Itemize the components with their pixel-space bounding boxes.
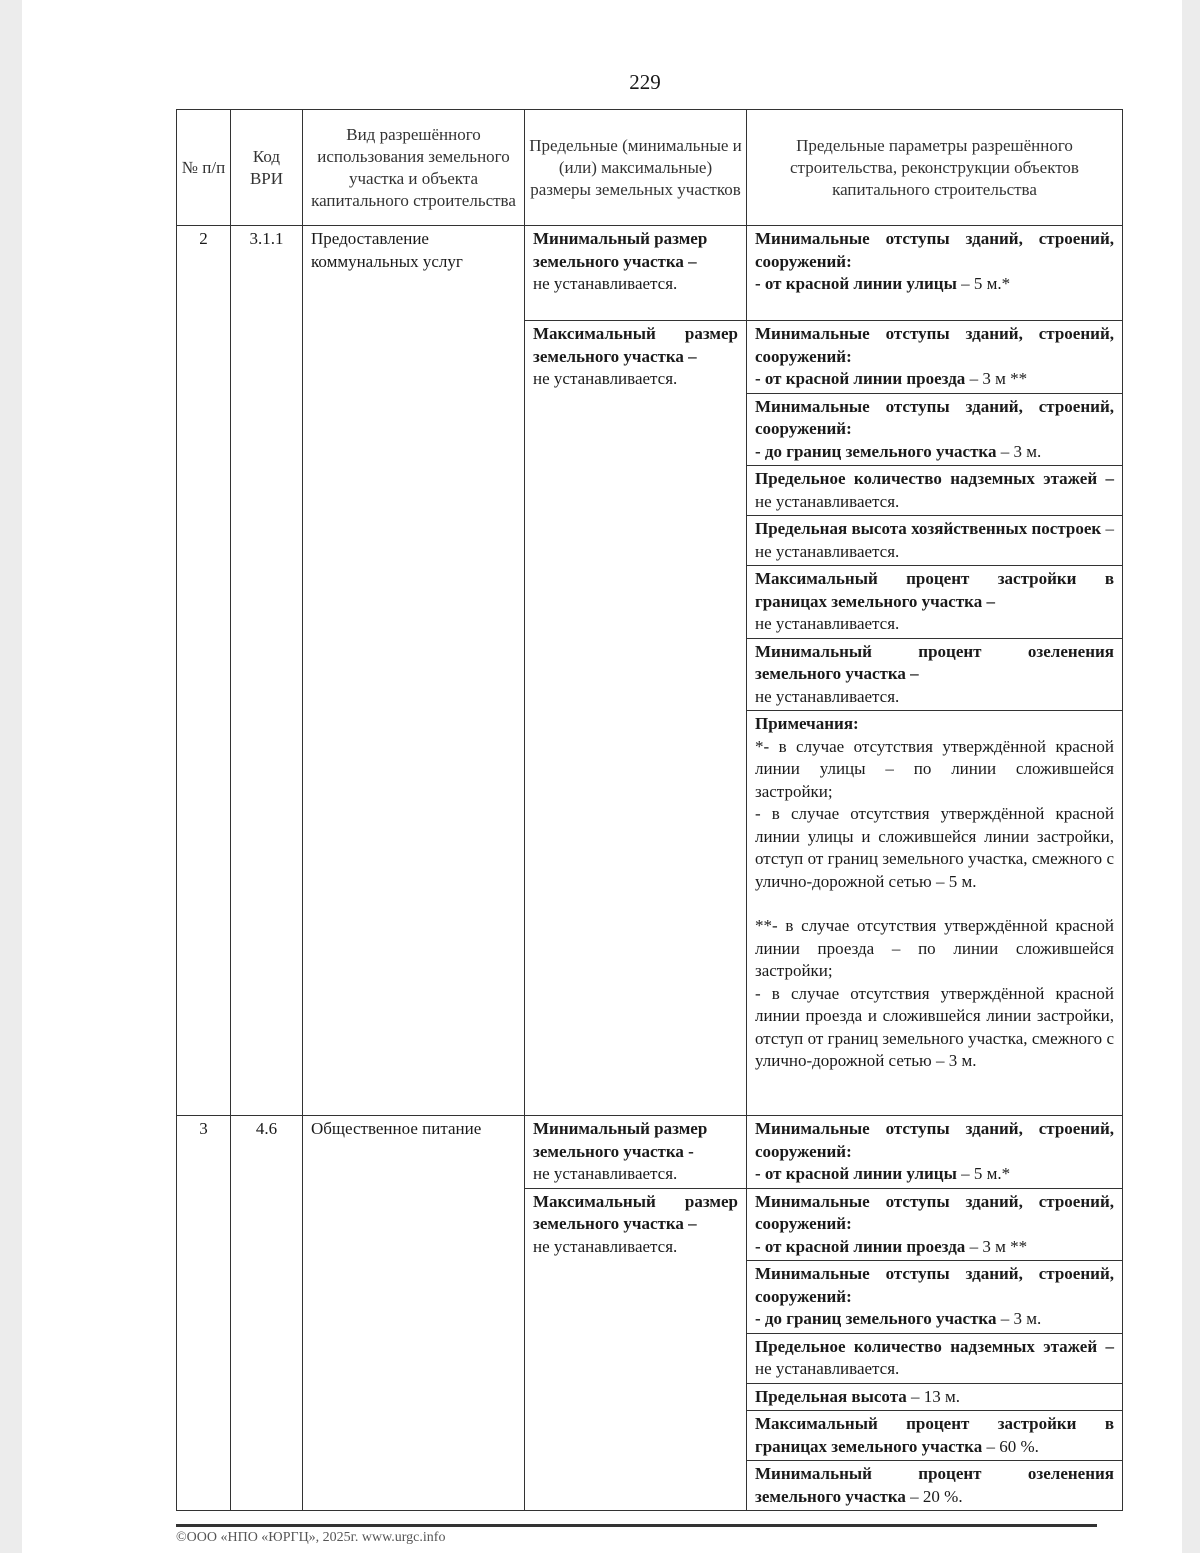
- regulations-table: [176, 109, 1123, 1511]
- param-cell: Минимальные отступы зданий, строений, сооружений: - от красной линии проезда – 3 м **: [747, 321, 1123, 394]
- row-kind: Предоставление коммунальных услуг: [303, 226, 525, 1116]
- row-kind: Общественное питание: [303, 1116, 525, 1511]
- max-size-cell: Максимальный размер земельного участка – не устанавливается.: [525, 321, 747, 1116]
- row-code: 3.1.1: [231, 226, 303, 1116]
- param-cell: Минимальные отступы зданий, строений, сооружений: - до границ земельного участка – 3 м.: [747, 393, 1123, 466]
- row-code: 4.6: [231, 1116, 303, 1511]
- param-cell: Максимальный процент застройки в границах земельного участка – не устанавливается.: [747, 566, 1123, 639]
- footer-rule: [176, 1524, 1097, 1527]
- param-cell: Предельное количество надземных этажей – не устанавливается.: [747, 1333, 1123, 1383]
- param-cell: Минимальные отступы зданий, строений, сооружений: - от красной линии улицы – 5 м.*: [747, 1116, 1123, 1189]
- note-text: **- в случае отсутствия утверждённой красной линии проезда – по линии сложившейся застройки;: [755, 916, 1114, 980]
- header-sizes: Предельные (минимальные и (или) максимальные) размеры земельных участков: [525, 110, 747, 226]
- header-code: Код ВРИ: [231, 110, 303, 226]
- header-kind: Вид разрешённого использования земельного участка и объекта капитального строительства: [303, 110, 525, 226]
- note-text: *- в случае отсутствия утверждённой красной линии улицы – по линии сложившейся застройки;: [755, 736, 1114, 801]
- row-number: 2: [177, 226, 231, 1116]
- param-cell: Минимальные отступы зданий, строений, сооружений: - от красной линии улицы – 5 м.*: [747, 226, 1123, 321]
- notes-cell: [747, 711, 1123, 1116]
- table-header-row: [177, 110, 1123, 226]
- max-size-cell: Максимальный размер земельного участка – не устанавливается.: [525, 1188, 747, 1511]
- page-number: 229: [629, 70, 661, 94]
- min-size-cell: Минимальный размер земельного участка – не устанавливается.: [525, 226, 747, 321]
- note-text: - в случае отсутствия утверждённой красной линии улицы и сложившейся линии застройки, отступ от границ земельного участка, смежного с улично-дорожной сетью – 5 м.: [755, 804, 1114, 891]
- note-text: - в случае отсутствия утверждённой красной линии проезда и сложившейся линии застройки, отступ от границ земельного участка, смежного с улично-дорожной сетью – 3 м.: [755, 983, 1114, 1070]
- param-cell: Минимальные отступы зданий, строений, сооружений: - до границ земельного участка – 3 м.: [747, 1261, 1123, 1334]
- table-row: [177, 1116, 1123, 1189]
- param-cell: Предельное количество надземных этажей – не устанавливается.: [747, 466, 1123, 516]
- param-cell: Предельная высота – 13 м.: [747, 1383, 1123, 1411]
- param-cell: Минимальные отступы зданий, строений, сооружений: - от красной линии проезда – 3 м **: [747, 1188, 1123, 1261]
- param-cell: Минимальный процент озеленения земельного участка – 20 %.: [747, 1461, 1123, 1511]
- param-cell: Минимальный процент озеленения земельного участка – не устанавливается.: [747, 638, 1123, 711]
- notes-title: Примечания:: [755, 714, 859, 733]
- min-size-cell: Минимальный размер земельного участка - не устанавливается.: [525, 1116, 747, 1189]
- header-params: Предельные параметры разрешённого строительства, реконструкции объектов капитального строительства: [747, 110, 1123, 226]
- header-no: № п/п: [177, 110, 231, 226]
- param-cell: Предельная высота хозяйственных построек – не устанавливается.: [747, 516, 1123, 566]
- param-cell: Максимальный процент застройки в границах земельного участка – 60 %.: [747, 1411, 1123, 1461]
- row-number: 3: [177, 1116, 231, 1511]
- footer-copyright: ©ООО «НПО «ЮРГЦ», 2025г. www.urgc.info: [176, 1530, 446, 1545]
- table-row: [177, 226, 1123, 321]
